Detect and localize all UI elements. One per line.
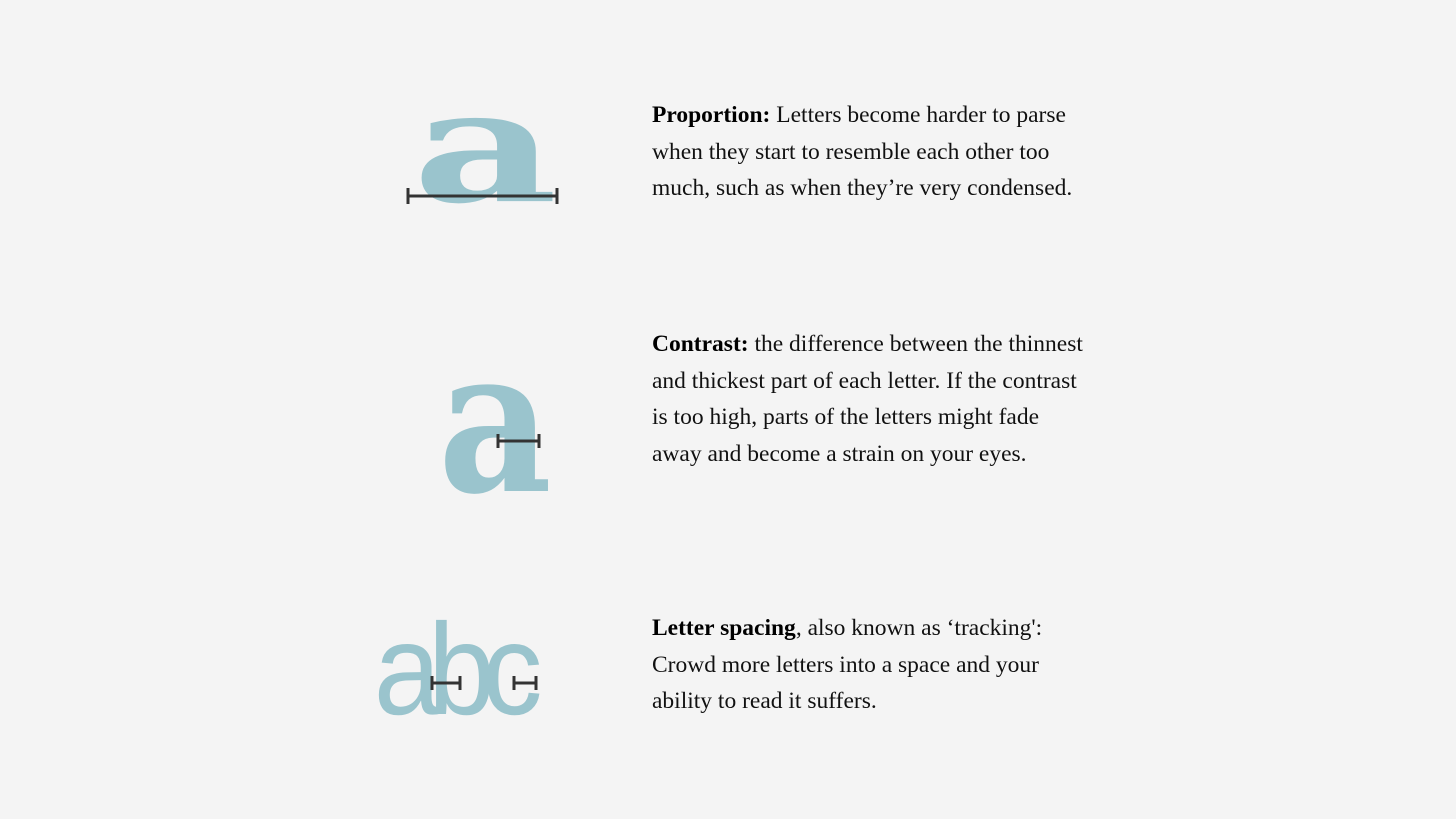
proportion-term: Proportion: (652, 102, 771, 128)
proportion-description (652, 97, 1092, 207)
high-contrast-letter-a: a (437, 304, 553, 539)
letter-spacing-illustration (370, 595, 600, 742)
letter-spacing-body: , also known as ‘tracking': Crowd more letters into a space and your ability to read it suffers. (652, 615, 1043, 715)
proportion-body: Letters become harder to parse when they start to resemble each other too much, such as when they’re very condensed. (652, 102, 1073, 202)
contrast-body: the difference between the thinnest and thickest part of each letter. If the contrast is too high, parts of the letters might fade away and become a strain on your eyes. (652, 331, 1083, 468)
abc-svg (370, 595, 600, 742)
contrast-term: Contrast: (652, 331, 749, 357)
contrast-description (652, 326, 1092, 473)
wide-a-svg (395, 54, 575, 248)
contrast-illustration (410, 304, 580, 539)
letter-spacing-term: Letter spacing (652, 615, 796, 641)
contrast-a-svg (410, 304, 580, 539)
wide-letter-a: a (412, 54, 558, 239)
proportion-illustration (395, 54, 575, 248)
spaced-letters-abc: abc (373, 595, 530, 742)
letter-spacing-description (652, 610, 1092, 720)
